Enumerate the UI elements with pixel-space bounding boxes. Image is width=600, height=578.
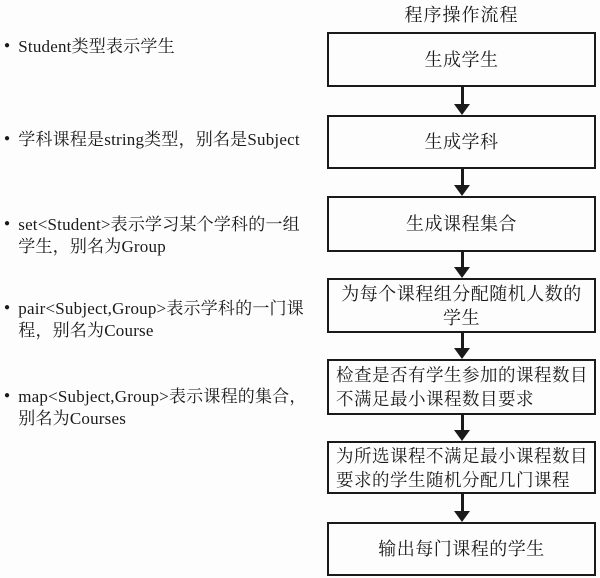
note-text: set<Student>表示学习某个学科的一组学生，别名为Group bbox=[18, 215, 300, 256]
arrow-head bbox=[454, 185, 470, 196]
flowchart-title: 程序操作流程 bbox=[404, 5, 519, 25]
arrow-down-icon bbox=[454, 494, 471, 522]
arrow-head bbox=[454, 430, 470, 441]
flow-step-generate-subjects bbox=[327, 115, 596, 169]
list-item bbox=[4, 36, 312, 58]
flow-step-generate-course-set bbox=[327, 196, 596, 252]
arrow-down-icon bbox=[454, 333, 471, 359]
flow-step-random-assign-courses bbox=[327, 441, 596, 494]
flow-step-assign-random-students bbox=[327, 278, 596, 333]
bullet-icon: ● bbox=[4, 40, 11, 51]
step-label: 为所选课程不满足最小课程数目要求的学生随机分配几门课程 bbox=[336, 445, 588, 490]
arrow-down-icon bbox=[454, 87, 471, 115]
flow-step-check-minimum-courses bbox=[327, 359, 596, 415]
arrow-down-icon bbox=[454, 415, 471, 441]
arrow-down-icon bbox=[454, 252, 471, 278]
step-label: 为每个课程组分配随机人数的学生 bbox=[341, 283, 582, 328]
flow-step-generate-students bbox=[327, 32, 596, 87]
list-item bbox=[4, 129, 312, 151]
step-label: 生成学科 bbox=[424, 132, 499, 152]
bullet-icon: ● bbox=[4, 133, 11, 144]
step-label: 生成课程集合 bbox=[406, 214, 517, 234]
arrow-down-icon bbox=[454, 169, 471, 196]
note-text: 学科课程是string类型，别名是Subject bbox=[18, 130, 300, 149]
step-label: 生成学生 bbox=[424, 49, 499, 70]
bullet-icon: ● bbox=[4, 302, 11, 313]
note-text: Student类型表示学生 bbox=[18, 37, 175, 56]
step-label: 检查是否有学生参加的课程数目不满足最小课程数目要求 bbox=[336, 365, 588, 409]
arrow-head bbox=[454, 511, 470, 522]
list-item bbox=[4, 298, 312, 342]
note-text: map<Subject,Group>表示课程的集合，别名为Courses bbox=[18, 387, 307, 428]
arrow-head bbox=[454, 348, 470, 359]
bullet-icon: ● bbox=[4, 390, 11, 401]
bullet-icon: ● bbox=[4, 218, 11, 229]
note-text: pair<Subject,Group>表示学科的一门课程，别名为Course bbox=[18, 299, 304, 340]
flow-step-output-students bbox=[327, 522, 596, 576]
list-item bbox=[4, 386, 312, 430]
step-label: 输出每门课程的学生 bbox=[378, 539, 545, 559]
arrow-head bbox=[454, 104, 470, 115]
list-item bbox=[4, 214, 312, 258]
arrow-head bbox=[454, 267, 470, 278]
